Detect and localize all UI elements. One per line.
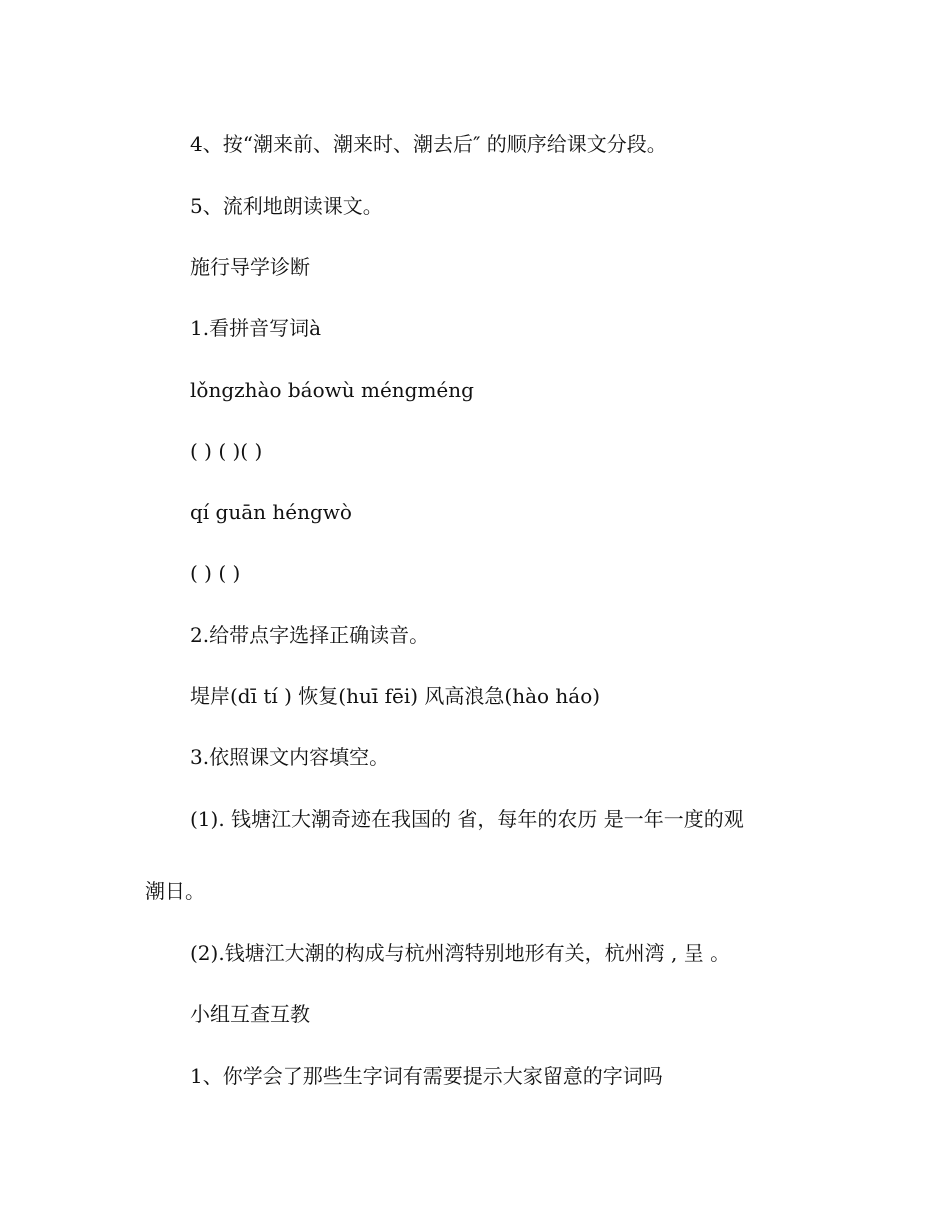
peer-review-question-1: 1、你学会了那些生字词有需要提示大家留意的字词吗 — [190, 1064, 663, 1088]
blank-row-2: ( ) ( ) — [190, 561, 241, 585]
exercise-2-items: 堤岸(dī tí ) 恢复(huī fēi) 风高浪急(hào háo) — [190, 684, 601, 708]
exercise-3-item-1-continued: 潮日。 — [145, 879, 205, 903]
exercise-2-title: 2.给带点字选择正确读音。 — [190, 623, 430, 647]
exercise-3-title: 3.依照课文内容填空。 — [190, 745, 390, 769]
line-step-5: 5、流利地朗读课文。 — [190, 194, 383, 218]
exercise-1-title: 1.看拼音写词à — [190, 316, 322, 340]
pinyin-row-2: qí guān héngwò — [190, 500, 352, 524]
line-step-4: 4、按“潮来前、潮来时、潮去后″ 的顺序给课文分段。 — [190, 132, 667, 156]
blank-row-1: ( ) ( )( ) — [190, 439, 263, 463]
exercise-3-item-2: (2).钱塘江大潮的构成与杭州湾特别地形有关，杭州湾 , 呈 。 — [190, 941, 731, 965]
exercise-3-item-1: (1). 钱塘江大潮奇迹在我国的 省，每年的农历 是一年一度的观 — [190, 807, 744, 831]
section-heading-diagnosis: 施行导学诊断 — [190, 255, 310, 279]
pinyin-row-1: lǒngzhào báowù méngméng — [190, 378, 474, 402]
section-heading-peer-review: 小组互查互教 — [190, 1002, 310, 1026]
